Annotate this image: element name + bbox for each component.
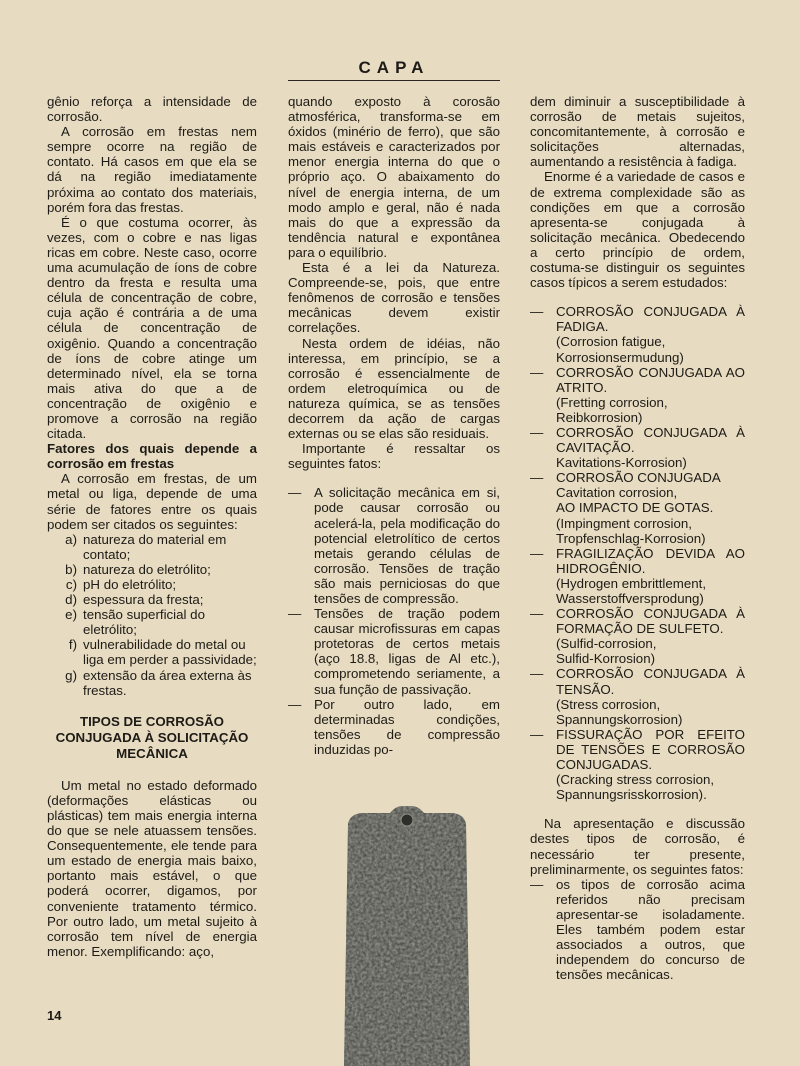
final-list bbox=[530, 877, 745, 983]
case-subtitle: Spannungsrisskorrosion). bbox=[556, 787, 707, 803]
case-title: CORROSÃO CONJUGADA À FADIGA. bbox=[556, 304, 745, 335]
list-item: f) vulnerabilidade do metal ou liga em perder a passividade; bbox=[68, 637, 257, 668]
paragraph: Um metal no estado deformado (deformações elásticas ou plásticas) tem mais energia interna do que se nele atuassem tensões. Consequentemente, ele tende para um estado de energia mais baixo, portanto mais estável, o que poderá ocorrer, digamos, por conveniente tratamento térmico. Por outro lado, um metal sujeito à corrosão tem nível de energia menor. Exemplificando: aço, bbox=[47, 777, 257, 959]
list-item: — FRAGILIZAÇÃO DEVIDA AO HIDROGÊNIO. (Hydrogen embrittlement, Wasserstoffversprodung) bbox=[530, 545, 745, 606]
page-number: 14 bbox=[47, 1008, 62, 1023]
case-subtitle: Wasserstoffversprodung) bbox=[556, 591, 704, 606]
list-item: — CORROSÃO CONJUGADA À TENSÃO. (Stress corrosion, Spannungskorrosion) bbox=[530, 666, 745, 727]
case-title: CORROSÃO CONJUGADA À FORMAÇÃO DE SULFETO. bbox=[556, 606, 745, 637]
list-item: — Por outro lado, em determinadas condições, tensões de compressão induzidas po- bbox=[288, 696, 500, 757]
column-right bbox=[530, 94, 745, 982]
paragraph: Importante é ressaltar os seguintes fatos: bbox=[288, 441, 500, 472]
case-subtitle: (Impingment corrosion, bbox=[556, 515, 692, 531]
case-title: FISSURAÇÃO POR EFEITO DE TENSÕES E CORROSÃO CONJUGADAS. bbox=[556, 726, 745, 773]
paragraph: Enorme é a variedade de casos e de extrema complexidade são as condições em que a corrosão apresenta-se conjugada à solicitação mecânica. Obedecendo a certo princípio de ordem, costuma-se distinguir os seguintes casos típicos a serem estudados: bbox=[530, 169, 745, 291]
case-subtitle: (Stress corrosion, bbox=[556, 696, 661, 712]
paragraph: Na apresentação e discussão destes tipos de corrosão, é necessário ter presente, preliminarmente, os seguintes fatos: bbox=[530, 816, 745, 877]
case-subtitle: Reibkorrosion) bbox=[556, 409, 643, 425]
list-item: — FISSURAÇÃO POR EFEITO DE TENSÕES E CORROSÃO CONJUGADAS. (Cracking stress corrosion, Spannungsrisskorrosion). bbox=[530, 726, 745, 803]
list-item: c) pH do eletrólito; bbox=[65, 577, 177, 592]
corroded-plate-image bbox=[338, 806, 476, 1066]
case-subtitle: Tropfenschlag-Korrosion) bbox=[556, 530, 706, 546]
case-subtitle: Korrosionsermudung) bbox=[556, 349, 684, 365]
list-item: — CORROSÃO CONJUGADA Cavitation corrosion, AO IMPACTO DE GOTAS. (Impingment corrosion, Tropfenschlag-Korrosion) bbox=[530, 470, 745, 545]
facts-list bbox=[288, 485, 500, 757]
list-item: a) natureza do material em contato; bbox=[65, 531, 227, 562]
list-item: b) natureza do eletrólito; bbox=[65, 561, 211, 577]
case-subtitle: Spannungskorrosion) bbox=[556, 711, 683, 727]
paragraph: A corrosão em frestas nem sempre ocorre na região de contato. Há casos em que ela se dá na região imediatamente próxima ao contato dos materiais, porém fora das frestas. bbox=[47, 124, 257, 215]
section-header bbox=[288, 58, 500, 81]
section-heading: TIPOS DE CORROSÃO CONJUGADA À SOLICITAÇÃO MECÂNICA bbox=[55, 713, 249, 761]
case-subtitle: (Fretting corrosion, bbox=[556, 394, 668, 410]
list-item: — CORROSÃO CONJUGADA À FADIGA. (Corrosion fatigue, Korrosionsermudung) bbox=[530, 304, 745, 365]
paragraph: Esta é a lei da Natureza. Compreende-se, pois, que entre fenômenos de corrosão e tensões mecânicas devem existir correlações. bbox=[288, 260, 500, 336]
paragraph: É o que costuma ocorrer, às vezes, com o cobre e nas ligas ricas em cobre. Neste caso, ocorre uma acumulação de íons de cobre dentro da fresta e resulta uma célula de concentração de cobre, cuja ação é contrária a de uma célula de concentração de oxigênio. Quando a concentração de íons de cobre atinge um determinado nível, ela se torna mais ativa do que a de concentração de oxigênio e promove a corrosão na região citada. bbox=[47, 214, 257, 442]
case-subtitle: Kavitations-Korrosion) bbox=[556, 455, 687, 471]
case-title: CORROSÃO CONJUGADA À CAVITAÇÃO. bbox=[556, 424, 745, 456]
case-title: CORROSÃO CONJUGADA bbox=[556, 470, 721, 486]
list-item: — Tensões de tração podem causar microfissuras em capas protetoras de certos metais (aço 18.8, ligas de Al etc.), comprometendo seriamente, a sua função de passivação. bbox=[288, 606, 500, 697]
factors-list bbox=[47, 532, 257, 698]
list-item: — CORROSÃO CONJUGADA AO ATRITO. (Fretting corrosion, Reibkorrosion) bbox=[530, 364, 745, 425]
column-left bbox=[47, 94, 257, 959]
paragraph: A corrosão em frestas, de um metal ou liga, depende de uma série de fatores entre os quais podem ser citados os seguintes: bbox=[47, 471, 257, 532]
section-title-capa: CAPA bbox=[358, 58, 430, 77]
paragraph: gênio reforça a intensidade de corrosão. bbox=[47, 94, 257, 125]
paragraph: dem diminuir a susceptibilidade à corrosão de metais sujeitos, concomitantemente, à corrosão e solicitações alternadas, aumentando a resistência à fadiga. bbox=[530, 94, 745, 170]
case-subtitle: (Hydrogen embrittlement, bbox=[556, 575, 707, 591]
case-subtitle: Cavitation corrosion, bbox=[556, 485, 678, 501]
paragraph: Nesta ordem de idéias, não interessa, em princípio, se a corrosão é essencialmente de ordem eletroquímica ou de natureza química, se as tensões decorrem da ação de cargas externas ou se elas são residuais. bbox=[288, 335, 500, 442]
column-middle bbox=[288, 94, 500, 757]
list-item: d) espessura da fresta; bbox=[65, 592, 204, 608]
case-title: FRAGILIZAÇÃO DEVIDA AO HIDROGÊNIO. bbox=[556, 545, 745, 576]
case-subtitle: (Corrosion fatigue, bbox=[556, 334, 666, 350]
list-item: e) tensão superficial do eletrólito; bbox=[65, 607, 205, 638]
case-subtitle: AO IMPACTO DE GOTAS. bbox=[556, 500, 714, 516]
cases-list bbox=[530, 304, 745, 802]
case-subtitle: (Sulfid-corrosion, bbox=[556, 636, 657, 652]
list-item: — CORROSÃO CONJUGADA À FORMAÇÃO DE SULFETO. (Sulfid-corrosion, Sulfid-Korrosion) bbox=[530, 606, 745, 667]
list-item: — os tipos de corrosão acima referidos não precisam apresentar-se isoladamente. Eles também podem estar associados a outros, que independem do concurso de tensões mecânicas. bbox=[530, 876, 745, 983]
subheading: Fatores dos quais depende a corrosão em frestas bbox=[47, 441, 257, 472]
case-title: CORROSÃO CONJUGADA À TENSÃO. bbox=[556, 666, 745, 697]
list-item: — A solicitação mecânica em si, pode causar corrosão ou acelerá-la, pela modificação do potencial eletrolítico de certos metais gerando células de corrosão. Tensões de tração são mais perniciosas do que tensões de compressão. bbox=[288, 485, 500, 606]
paragraph: quando exposto à corosão atmosférica, transforma-se em óxidos (minério de ferro), que são mais estáveis e caracterizados por menor energia interna do que o próprio aço. O abaixamento do nível de energia interna, de um modo amplo e geral, não é nada mais do que a expressão da tendência natural e expontânea para o equilíbrio. bbox=[288, 94, 500, 260]
case-subtitle: Sulfid-Korrosion) bbox=[556, 651, 656, 667]
case-title: CORROSÃO CONJUGADA AO ATRITO. bbox=[556, 364, 745, 395]
list-item: — CORROSÃO CONJUGADA À CAVITAÇÃO. Kavitations-Korrosion) bbox=[530, 424, 745, 471]
case-subtitle: (Cracking stress corrosion, bbox=[556, 772, 715, 788]
list-item: g) extensão da área externa às frestas. bbox=[65, 667, 252, 698]
